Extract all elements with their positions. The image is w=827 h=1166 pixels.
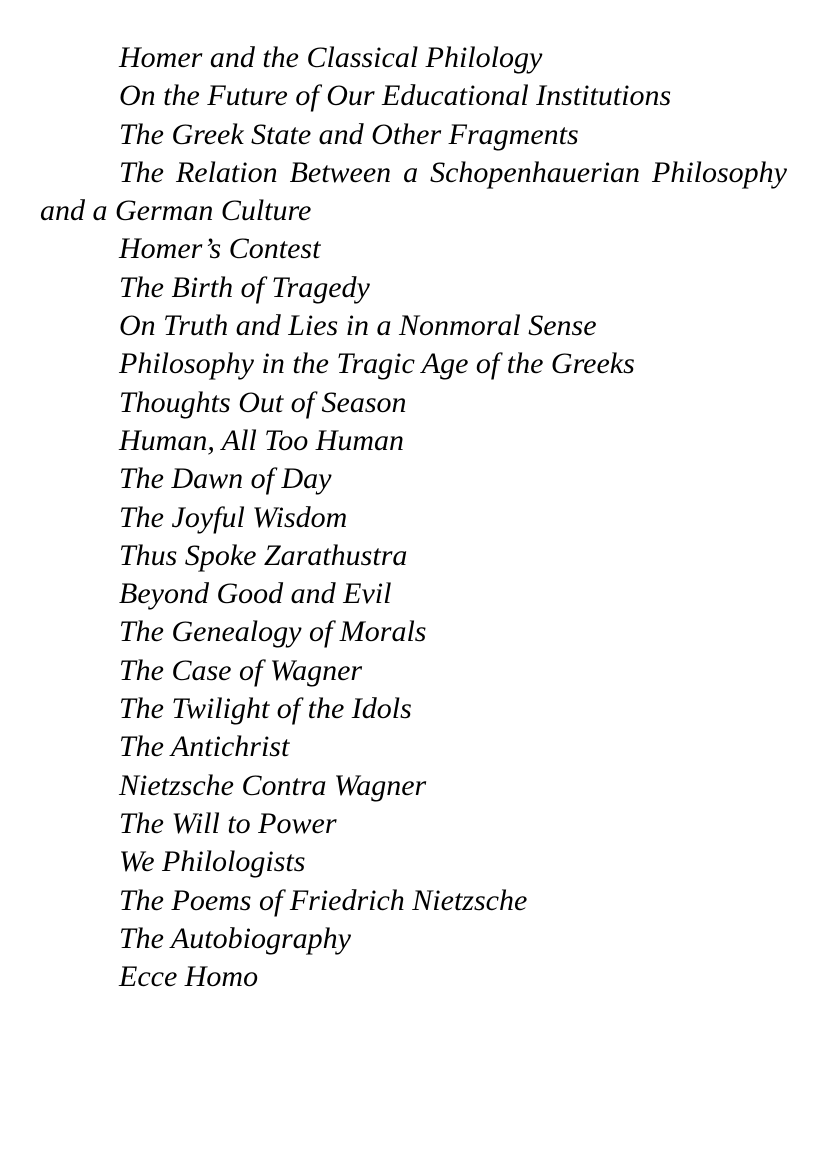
work-title: Thoughts Out of Season	[119, 385, 407, 419]
work-title: The Autobiography	[119, 921, 351, 955]
work-title: On Truth and Lies in a Nonmoral Sense	[119, 309, 597, 343]
work-title: Homer’s Contest	[119, 232, 321, 266]
works-list	[40, 39, 787, 996]
work-title: We Philologists	[119, 845, 306, 879]
work-title: The Poems of Friedrich Nietzsche	[119, 883, 528, 917]
work-title: Beyond Good and Evil	[119, 577, 392, 611]
work-title: The Will to Power	[119, 806, 337, 840]
work-title: Nietzsche Contra Wagner	[119, 768, 427, 802]
work-title: The Twilight of the Idols	[119, 692, 412, 726]
work-title: The Relation Between a Schopenhauerian Philosophy and a German Culture	[40, 155, 787, 228]
work-title: The Joyful Wisdom	[119, 500, 348, 534]
work-title: The Case of Wagner	[119, 653, 363, 687]
work-title: On the Future of Our Educational Institutions	[119, 79, 672, 113]
work-title: Human, All Too Human	[119, 423, 405, 457]
work-title: Philosophy in the Tragic Age of the Greeks	[119, 347, 635, 381]
work-title: The Dawn of Day	[119, 462, 332, 496]
work-title: Thus Spoke Zarathustra	[119, 538, 408, 572]
work-title: The Antichrist	[119, 730, 290, 764]
work-title: Homer and the Classical Philology	[119, 41, 543, 74]
works-list-page	[40, 39, 787, 996]
work-title: Ecce Homo	[119, 960, 259, 994]
work-title: The Birth of Tragedy	[119, 270, 370, 304]
work-title: The Genealogy of Morals	[119, 615, 427, 649]
work-title: The Greek State and Other Fragments	[119, 117, 579, 151]
